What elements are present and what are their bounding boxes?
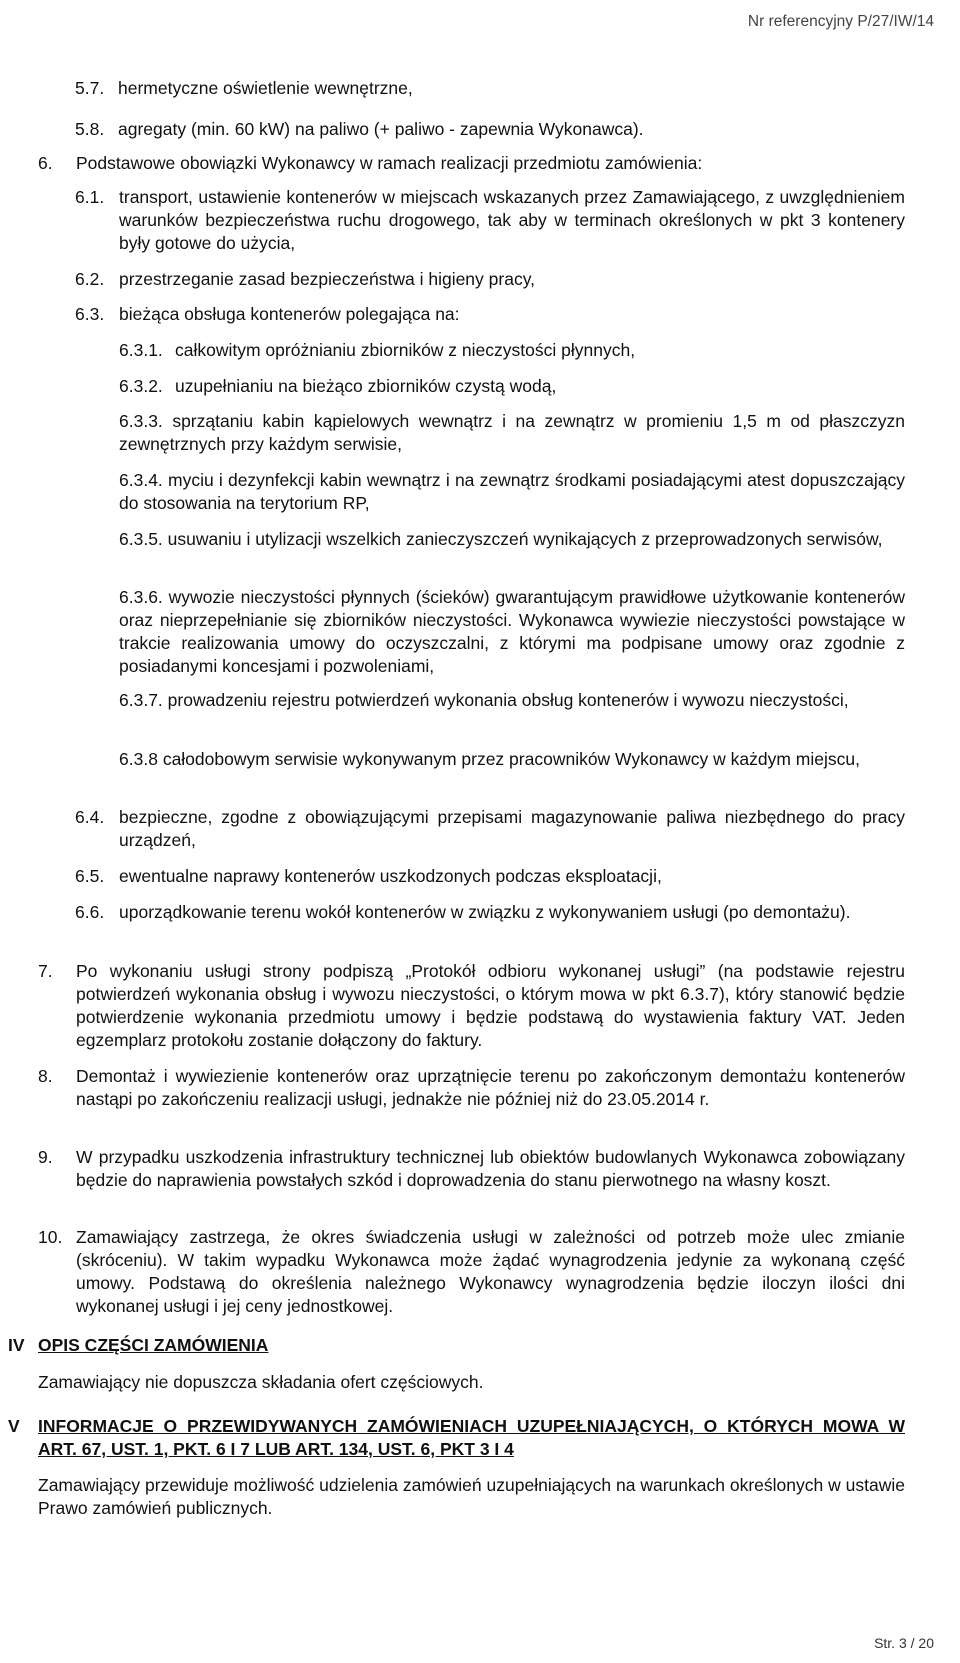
- item-number: 6.1.: [75, 187, 105, 207]
- item-number: 6.2.: [75, 269, 105, 289]
- paragraph: [119, 689, 905, 712]
- item-number: 7.: [38, 961, 53, 981]
- list-item: [75, 806, 905, 852]
- item-text: Po wykonaniu usługi strony podpiszą „Protokół odbioru wykonanej usługi” (na podstawie rejestru potwierdzeń wykonania obsług i wywozu nieczystości, o którym mowa w pkt 6.3.7), który stanowić będzie potwierdzenie wykonania przedmiotu umowy i będzie podstawą do wystawienia faktury VAT. Jeden egzemplarz protokołu zostanie dołączony do faktury.: [76, 961, 905, 1050]
- list-item: [75, 865, 905, 888]
- item-number: 6.3.: [75, 304, 105, 324]
- item-text: przestrzeganie zasad bezpieczeństwa i higieny pracy,: [119, 269, 536, 289]
- list-item: [38, 1226, 905, 1318]
- item-number: 6.6.: [75, 902, 105, 922]
- list-item: [75, 303, 905, 326]
- list-item: [38, 1065, 905, 1111]
- section-number: V: [8, 1416, 20, 1436]
- list-item: [38, 1146, 905, 1192]
- item-number: 6.3.8: [119, 749, 158, 769]
- item-text: Zamawiający zastrzega, że okres świadczenia usługi w zależności od potrzeb może ulec zmianie (skróceniu). W takim wypadku Wykonawca może żądać wynagrodzenia jedynie za wykonaną część umowy. Podstawą do określenia należnego Wykonawcy wynagrodzenia będzie iloczyn ilości dni wykonanej usługi i jej ceny jednostkowej.: [76, 1227, 905, 1316]
- item-number: 5.8.: [75, 119, 105, 139]
- item-text: ewentualne naprawy kontenerów uszkodzonych podczas eksploatacji,: [119, 866, 662, 886]
- item-text: bieżąca obsługa kontenerów polegająca na:: [119, 304, 460, 324]
- item-text: agregaty (min. 60 kW) na paliwo (+ paliwo - zapewnia Wykonawca).: [118, 119, 644, 139]
- item-number: 9.: [38, 1147, 53, 1167]
- item-number: 6.5.: [75, 866, 105, 886]
- item-text: całkowitym opróżnianiu zbiorników z nieczystości płynnych,: [175, 340, 636, 360]
- item-text: uzupełnianiu na bieżąco zbiorników czystą wodą,: [175, 376, 557, 396]
- list-item: [75, 77, 905, 100]
- section-text: Zamawiający nie dopuszcza składania ofert częściowych.: [38, 1372, 484, 1392]
- item-number: 10.: [38, 1227, 63, 1247]
- list-item: [75, 901, 905, 924]
- item-text: sprzątaniu kabin kąpielowych wewnątrz i na zewnątrz w promieniu 1,5 m od płaszczyzn zewnętrznych przy każdym serwisie,: [119, 411, 905, 454]
- item-text: Demontaż i wywiezienie kontenerów oraz uprzątnięcie terenu po zakończonym demontażu kontenerów nastąpi po zakończeniu realizacji usługi, jednakże nie później niż do 23.05.2014 r.: [76, 1066, 905, 1109]
- paragraph: [119, 469, 905, 515]
- paragraph: [119, 586, 905, 678]
- item-text: prowadzeniu rejestru potwierdzeń wykonania obsług kontenerów i wywozu nieczystości,: [167, 690, 849, 710]
- item-number: 5.7.: [75, 78, 105, 98]
- paragraph: [119, 748, 905, 771]
- section-title: OPIS CZĘŚCI ZAMÓWIENIA: [38, 1335, 269, 1355]
- paragraph: [119, 410, 905, 456]
- item-text: hermetyczne oświetlenie wewnętrzne,: [118, 78, 413, 98]
- list-item: [75, 118, 905, 141]
- item-text: uporządkowanie terenu wokół kontenerów w związku z wykonywaniem usługi (po demontażu).: [119, 902, 851, 922]
- item-text: W przypadku uszkodzenia infrastruktury technicznej lub obiektów budowlanych Wykonawca zobowiązany będzie do naprawienia powstałych szkód i doprowadzenia do stanu pierwotnego na własny koszt.: [76, 1147, 905, 1190]
- paragraph: [119, 528, 905, 551]
- item-number: 6.4.: [75, 807, 105, 827]
- list-item: [119, 339, 905, 362]
- reference-number: Nr referencyjny P/27/IW/14: [747, 13, 934, 30]
- item-number: 6.3.7.: [119, 690, 163, 710]
- item-number: 6.3.2.: [119, 376, 163, 396]
- item-text: bezpieczne, zgodne z obowiązującymi przepisami magazynowanie paliwa niezbędnego do pracy urządzeń,: [119, 807, 905, 850]
- page-number: Str. 3 / 20: [874, 1635, 934, 1651]
- item-text: całodobowym serwisie wykonywanym przez pracowników Wykonawcy w każdym miejscu,: [162, 749, 860, 769]
- section-number: IV: [8, 1335, 25, 1355]
- list-item: [38, 960, 905, 1052]
- item-number: 8.: [38, 1066, 53, 1086]
- list-item: [75, 268, 905, 291]
- item-number: 6.3.3.: [119, 411, 163, 431]
- item-text: wywozie nieczystości płynnych (ścieków) gwarantującym prawidłowe użytkowanie kontenerów oraz nieprzepełnianie się zbiorników nieczystości. Wykonawca wywiezie nieczystości powstające w trakcie realizowania umowy do oczyszczalni, z którymi ma podpisane umowy oraz zgodnie z posiadanymi koncesjami i pozwoleniami,: [119, 587, 905, 676]
- item-number: 6.3.1.: [119, 340, 163, 360]
- item-text: Podstawowe obowiązki Wykonawcy w ramach realizacji przedmiotu zamówienia:: [76, 153, 703, 173]
- list-item: [38, 152, 905, 175]
- item-text: transport, ustawienie kontenerów w miejscach wskazanych przez Zamawiającego, z uwzględnieniem warunków bezpieczeństwa ruchu drogowego, tak aby w terminach określonych w pkt 3 kontenery były gotowe do użycia,: [119, 187, 905, 253]
- section-title: INFORMACJE O PRZEWIDYWANYCH ZAMÓWIENIACH UZUPEŁNIAJĄCYCH, O KTÓRYCH MOWA W ART. 67, UST. 1, PKT. 6 I 7 LUB ART. 134, UST. 6, PKT 3 I 4: [38, 1416, 905, 1459]
- item-text: myciu i dezynfekcji kabin wewnątrz i na zewnątrz środkami posiadającymi atest dopuszczający do stosowania na terytorium RP,: [119, 470, 905, 513]
- section-text: Zamawiający przewiduje możliwość udzielenia zamówień uzupełniających na warunkach określonych w ustawie Prawo zamówień publicznych.: [38, 1475, 905, 1518]
- list-item: [119, 375, 905, 398]
- item-number: 6.: [38, 153, 53, 173]
- list-item: [75, 186, 905, 255]
- item-number: 6.3.4.: [119, 470, 163, 490]
- item-number: 6.3.5.: [119, 529, 163, 549]
- item-number: 6.3.6.: [119, 587, 163, 607]
- item-text: usuwaniu i utylizacji wszelkich zanieczyszczeń wynikających z przeprowadzonych serwisów,: [167, 529, 883, 549]
